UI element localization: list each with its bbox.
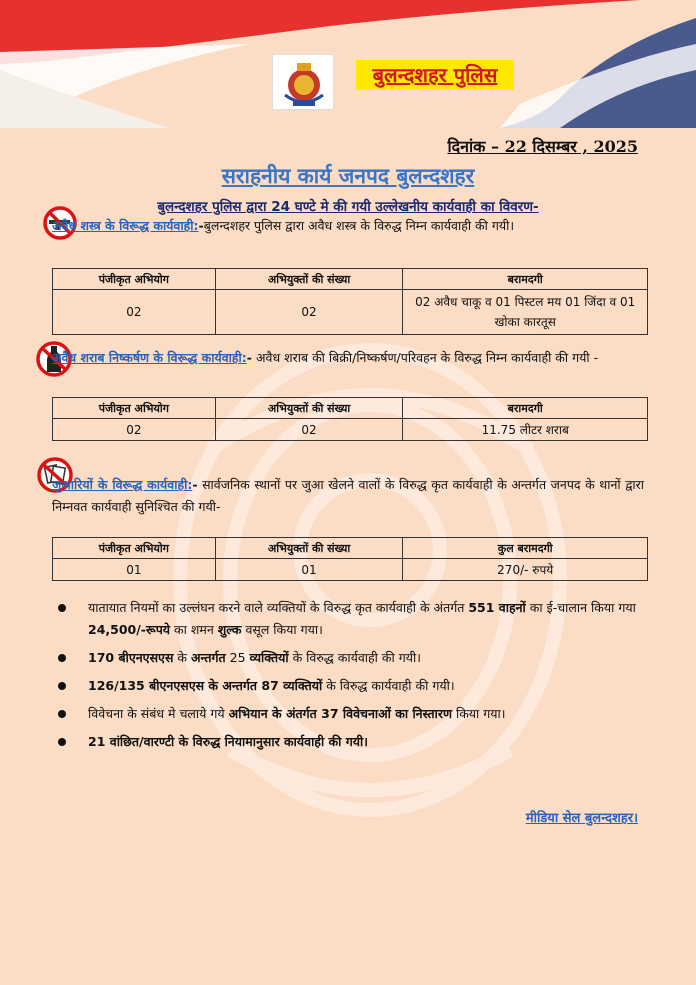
liquor-table [52, 397, 648, 441]
table-row: 01 01 270/- रुपये [53, 559, 648, 581]
up-police-emblem [272, 54, 334, 110]
section-3-heading: जुआरियों के विरूद्ध कार्यवाही: [52, 477, 193, 492]
action-list [58, 597, 648, 759]
bullet-icon [58, 604, 66, 612]
signature: मीडिया सेल बुलन्दशहर। [525, 811, 638, 826]
table-header: पंजीकृत अभियोग [53, 398, 216, 419]
table-header: अभियुक्तों की संख्या [215, 269, 403, 290]
arms-table [52, 268, 648, 335]
section-1-heading: अवैध शस्त्र के विरूद्ध कार्यवाही: [52, 218, 199, 233]
list-item: 126/135 बीएनएसएस के अन्तर्गत 87 व्यक्तियों के विरुद्ध कार्यवाही की गयी। [58, 675, 648, 697]
bullet-icon [58, 710, 66, 718]
list-item: विवेचना के संबंध मे चलाये गये अभियान के अंतर्गत 37 विवेचनाओं का निस्तारण किया गया। [58, 703, 648, 725]
table-header: बरामदगी [403, 269, 648, 290]
section-1-text: अवैध शस्त्र के विरूद्ध कार्यवाही:-बुलन्दशहर पुलिस द्वारा अवैध शस्त्र के विरुद्ध निम्न कार्यवाही की गयी। [52, 218, 515, 233]
table-row: 02 02 11.75 लीटर शराब [53, 419, 648, 441]
list-item: 170 बीएनएसएस के अन्तर्गत 25 व्यक्तियों के विरुद्ध कार्यवाही की गयी। [58, 647, 648, 669]
main-title: सराहनीय कार्य जनपद बुलन्दशहर [221, 164, 475, 188]
list-item: 21 वांछित/वारण्टी के विरुद्ध नियामानुसार कार्यवाही की गयी। [58, 731, 648, 753]
bullet-icon [58, 654, 66, 662]
bullet-icon [58, 738, 66, 746]
table-header: अभियुक्तों की संख्या [215, 538, 403, 559]
section-2-text: अवैध शराब निष्कर्षण के विरूद्ध कार्यवाही:- अवैध शराब की बिक्री/निष्कर्षण/परिवहन के विरुद्ध निम्न कार्यवाही की गयी - [52, 350, 599, 365]
document-date: दिनांक – 22 दिसम्बर , 2025 [447, 137, 638, 156]
table-header: पंजीकृत अभियोग [53, 269, 216, 290]
table-header: पंजीकृत अभियोग [53, 538, 216, 559]
table-header: अभियुक्तों की संख्या [215, 398, 403, 419]
section-2-heading: अवैध शराब निष्कर्षण के विरूद्ध कार्यवाही: [52, 350, 247, 365]
bullet-icon [58, 682, 66, 690]
list-item: यातायात नियमों का उल्लंघन करने वाले व्यक्तियों के विरुद्ध कृत कार्यवाही के अंतर्गत 551 वाहनों का ई-चालान किया गया 24,500/-रूपये का शमन शुल्क वसूल किया गया। [58, 597, 648, 641]
section-3-text: जुआरियों के विरूद्ध कार्यवाही:- सार्वजनिक स्थानों पर जुआ खेलने वालों के विरुद्ध कृत कार्यवाही के अन्तर्गत जनपद के थानों द्वारा निम्नवत कार्यवाही सुनिश्चित की गयी- [52, 477, 644, 514]
table-row: 02 02 02 अवैध चाकू व 01 पिस्टल मय 01 जिंदा व 01 खोका कारतूस [53, 290, 648, 335]
brand-title: बुलन्दशहर पुलिस [356, 60, 514, 90]
table-header: बरामदगी [403, 398, 648, 419]
gambling-table [52, 537, 648, 581]
table-header: कुल बरामदगी [403, 538, 648, 559]
header-swoosh [0, 0, 696, 130]
sub-title: बुलन्दशहर पुलिस द्वारा 24 घण्टे मे की गयी उल्लेखनीय कार्यवाही का विवरण- [157, 199, 539, 215]
